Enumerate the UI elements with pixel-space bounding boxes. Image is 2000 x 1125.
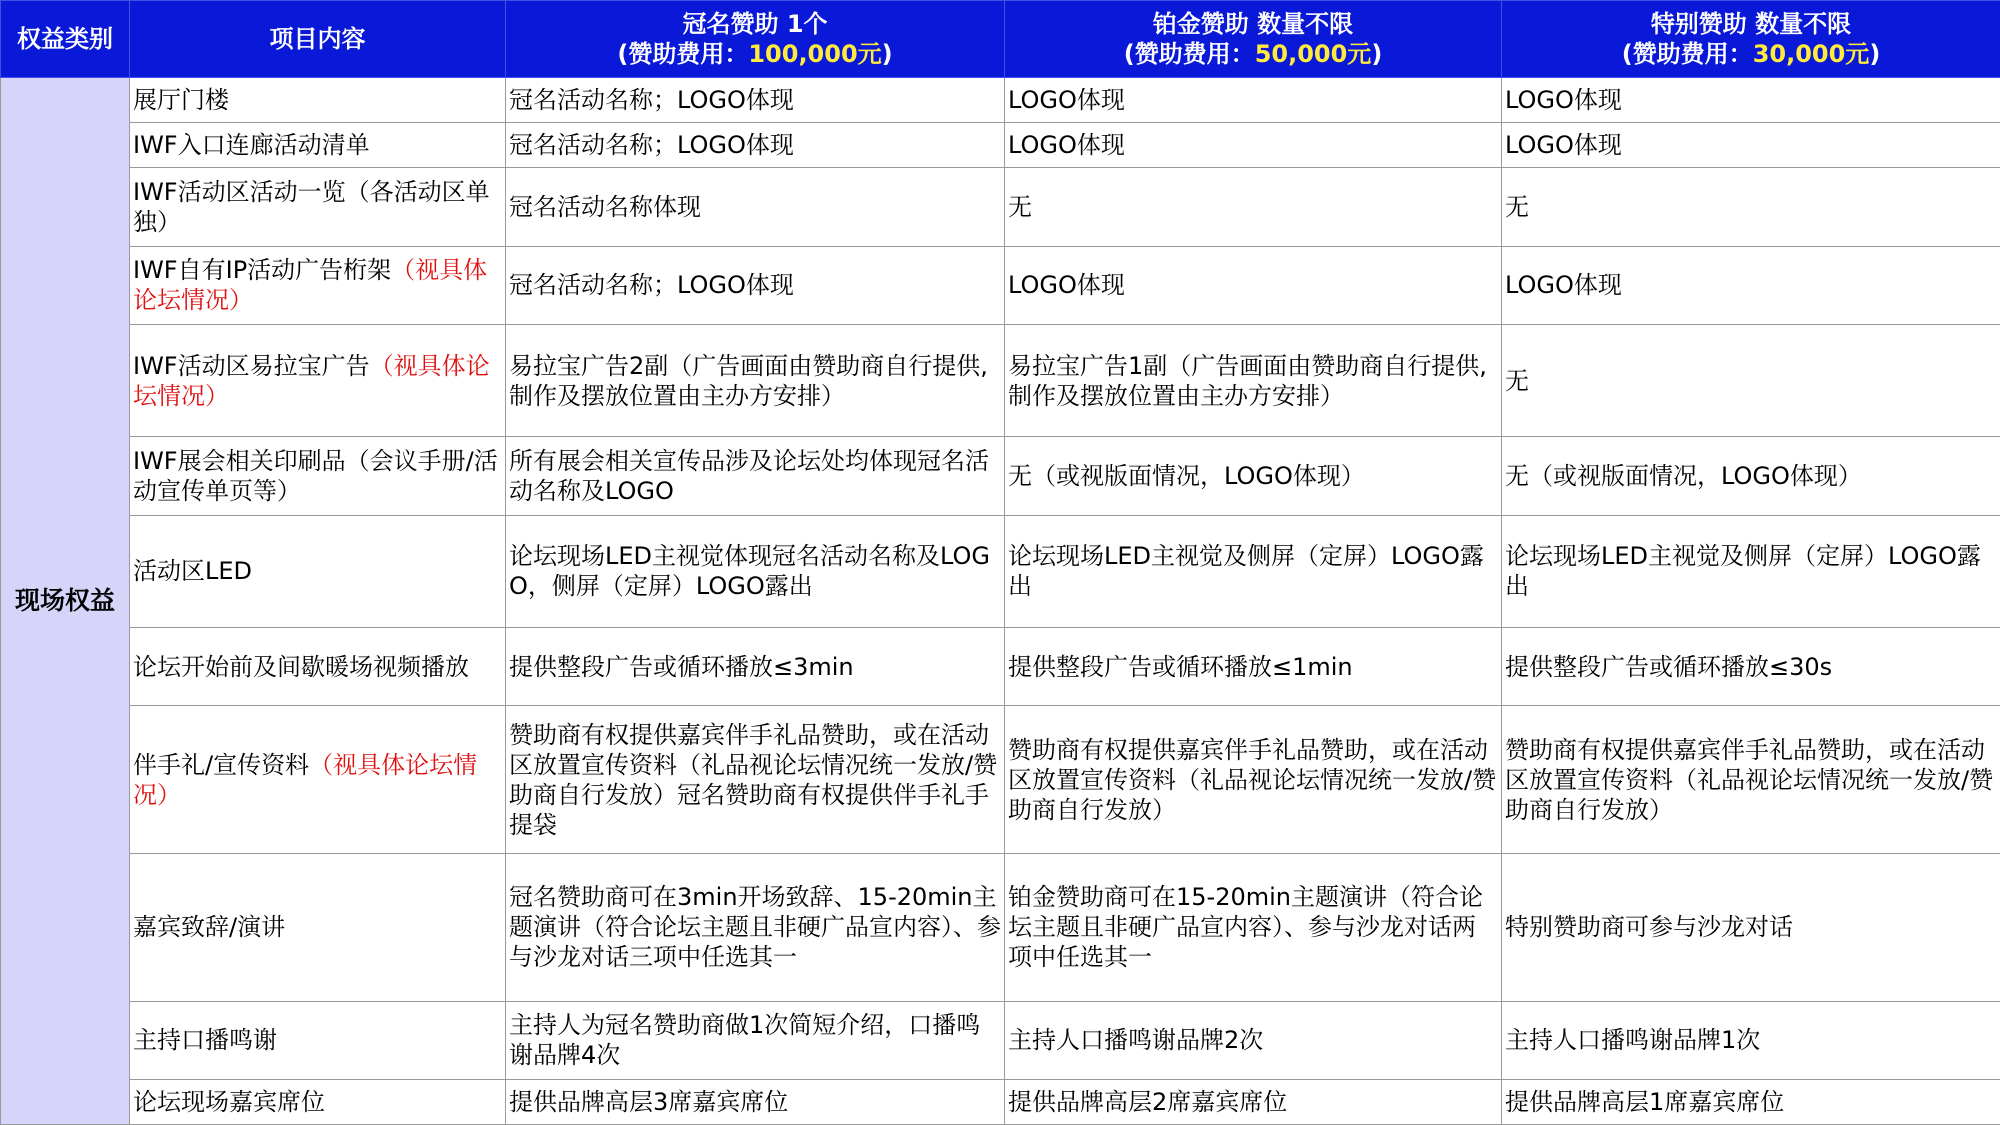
special-sponsor-cell: 特别赞助商可参与沙龙对话 xyxy=(1502,853,2000,1001)
title-sponsor-cell: 冠名活动名称；LOGO体现 xyxy=(506,123,1005,168)
platinum-sponsor-cell: 无 xyxy=(1005,168,1502,246)
platinum-sponsor-cell: 论坛现场LED主视觉及侧屏（定屏）LOGO露出 xyxy=(1005,515,1502,627)
platinum-sponsor-cell: 赞助商有权提供嘉宾伴手礼品赞助，或在活动区放置宣传资料（礼品视论坛情况统一发放/赞助商自行发放） xyxy=(1005,706,1502,854)
tier-name: 特别赞助 数量不限 xyxy=(1650,10,1852,38)
title-sponsor-cell: 提供品牌高层3席嘉宾席位 xyxy=(506,1079,1005,1124)
item-label: 论坛开始前及间歇暖场视频播放 xyxy=(133,652,469,681)
item-label: 展厅门楼 xyxy=(133,86,229,115)
platinum-sponsor-cell: 铂金赞助商可在15-20min主题演讲（符合论坛主题且非硬广品宣内容）、参与沙龙对话两项中任选其一 xyxy=(1005,853,1502,1001)
title-sponsor-cell: 冠名赞助商可在3min开场致辞、15-20min主题演讲（符合论坛主题且非硬广品宣内容）、参与沙龙对话三项中任选其一 xyxy=(506,853,1005,1001)
special-sponsor-cell: 无 xyxy=(1502,324,2000,436)
title-sponsor-cell: 提供整段广告或循环播放≤3min xyxy=(506,628,1005,706)
item-cell xyxy=(130,515,506,627)
table-row xyxy=(1,246,2000,324)
item-cell xyxy=(130,853,506,1001)
title-sponsor-cell: 冠名活动名称体现 xyxy=(506,168,1005,246)
platinum-sponsor-cell: 提供品牌高层2席嘉宾席位 xyxy=(1005,1079,1502,1124)
table-row xyxy=(1,437,2000,515)
special-sponsor-cell: 赞助商有权提供嘉宾伴手礼品赞助，或在活动区放置宣传资料（礼品视论坛情况统一发放/赞助商自行发放） xyxy=(1502,706,2000,854)
item-cell xyxy=(130,168,506,246)
title-sponsor-cell: 易拉宝广告2副（广告画面由赞助商自行提供,制作及摆放位置由主办方安排） xyxy=(506,324,1005,436)
special-sponsor-cell: LOGO体现 xyxy=(1502,246,2000,324)
table-row xyxy=(1,1001,2000,1079)
table-row xyxy=(1,515,2000,627)
item-cell xyxy=(130,78,506,123)
item-note: （视具体论坛情况） xyxy=(133,256,488,315)
tier-fee: (赞助费用：50,000元) xyxy=(1123,40,1383,68)
item-cell xyxy=(130,628,506,706)
item-cell xyxy=(130,1079,506,1124)
table-row xyxy=(1,78,2000,123)
item-label: IWF入口连廊活动清单 xyxy=(133,131,370,160)
item-cell xyxy=(130,246,506,324)
item-label: 活动区LED xyxy=(133,557,253,586)
item-label: IWF活动区活动一览（各活动区单独） xyxy=(133,177,490,236)
platinum-sponsor-cell: 易拉宝广告1副（广告画面由赞助商自行提供,制作及摆放位置由主办方安排） xyxy=(1005,324,1502,436)
item-cell xyxy=(130,437,506,515)
title-sponsor-cell: 冠名活动名称；LOGO体现 xyxy=(506,246,1005,324)
header-tier-platinum xyxy=(1005,1,1502,78)
item-cell xyxy=(130,1001,506,1079)
header-item: 项目内容 xyxy=(130,1,506,78)
special-sponsor-cell: 主持人口播鸣谢品牌1次 xyxy=(1502,1001,2000,1079)
table-row xyxy=(1,1079,2000,1124)
item-cell xyxy=(130,123,506,168)
item-label: 嘉宾致辞/演讲 xyxy=(133,913,286,942)
item-note: （视具体论坛情况） xyxy=(133,351,490,410)
header-category: 权益类别 xyxy=(1,1,130,78)
special-sponsor-cell: LOGO体现 xyxy=(1502,78,2000,123)
item-note: （视具体论坛情况） xyxy=(133,750,478,809)
platinum-sponsor-cell: LOGO体现 xyxy=(1005,123,1502,168)
title-sponsor-cell: 论坛现场LED主视觉体现冠名活动名称及LOGO，侧屏（定屏）LOGO露出 xyxy=(506,515,1005,627)
title-sponsor-cell: 冠名活动名称；LOGO体现 xyxy=(506,78,1005,123)
special-sponsor-cell: LOGO体现 xyxy=(1502,123,2000,168)
item-label: 论坛现场嘉宾席位 xyxy=(133,1087,325,1116)
item-label: 伴手礼/宣传资料 xyxy=(133,750,310,779)
special-sponsor-cell: 提供品牌高层1席嘉宾席位 xyxy=(1502,1079,2000,1124)
title-sponsor-cell: 所有展会相关宣传品涉及论坛处均体现冠名活动名称及LOGO xyxy=(506,437,1005,515)
platinum-sponsor-cell: LOGO体现 xyxy=(1005,246,1502,324)
header-tier-special xyxy=(1502,1,2000,78)
special-sponsor-cell: 无 xyxy=(1502,168,2000,246)
item-label: 主持口播鸣谢 xyxy=(133,1026,277,1055)
title-sponsor-cell: 赞助商有权提供嘉宾伴手礼品赞助，或在活动区放置宣传资料（礼品视论坛情况统一发放/赞助商自行发放）冠名赞助商有权提供伴手礼手提袋 xyxy=(506,706,1005,854)
tier-fee: (赞助费用：100,000元) xyxy=(617,40,893,68)
tier-name: 铂金赞助 数量不限 xyxy=(1152,10,1354,38)
table-row xyxy=(1,628,2000,706)
special-sponsor-cell: 无（或视版面情况，LOGO体现） xyxy=(1502,437,2000,515)
platinum-sponsor-cell: LOGO体现 xyxy=(1005,78,1502,123)
special-sponsor-cell: 提供整段广告或循环播放≤30s xyxy=(1502,628,2000,706)
tier-fee: (赞助费用：30,000元) xyxy=(1621,40,1881,68)
table-row xyxy=(1,123,2000,168)
table-row xyxy=(1,706,2000,854)
header-tier-title xyxy=(506,1,1005,78)
title-sponsor-cell: 主持人为冠名赞助商做1次简短介绍，口播鸣谢品牌4次 xyxy=(506,1001,1005,1079)
table-row xyxy=(1,168,2000,246)
item-cell xyxy=(130,324,506,436)
table-row xyxy=(1,324,2000,436)
platinum-sponsor-cell: 提供整段广告或循环播放≤1min xyxy=(1005,628,1502,706)
item-label: IWF展会相关印刷品（会议手册/活动宣传单页等） xyxy=(133,447,498,505)
header-row xyxy=(1,1,2000,78)
category-cell: 现场权益 xyxy=(1,78,130,1125)
item-label: IWF活动区易拉宝广告 xyxy=(133,351,370,380)
table-row xyxy=(1,853,2000,1001)
platinum-sponsor-cell: 无（或视版面情况，LOGO体现） xyxy=(1005,437,1502,515)
tier-name: 冠名赞助 1个 xyxy=(682,10,828,38)
item-label: IWF自有IP活动广告桁架 xyxy=(133,256,392,285)
special-sponsor-cell: 论坛现场LED主视觉及侧屏（定屏）LOGO露出 xyxy=(1502,515,2000,627)
platinum-sponsor-cell: 主持人口播鸣谢品牌2次 xyxy=(1005,1001,1502,1079)
item-cell xyxy=(130,706,506,854)
